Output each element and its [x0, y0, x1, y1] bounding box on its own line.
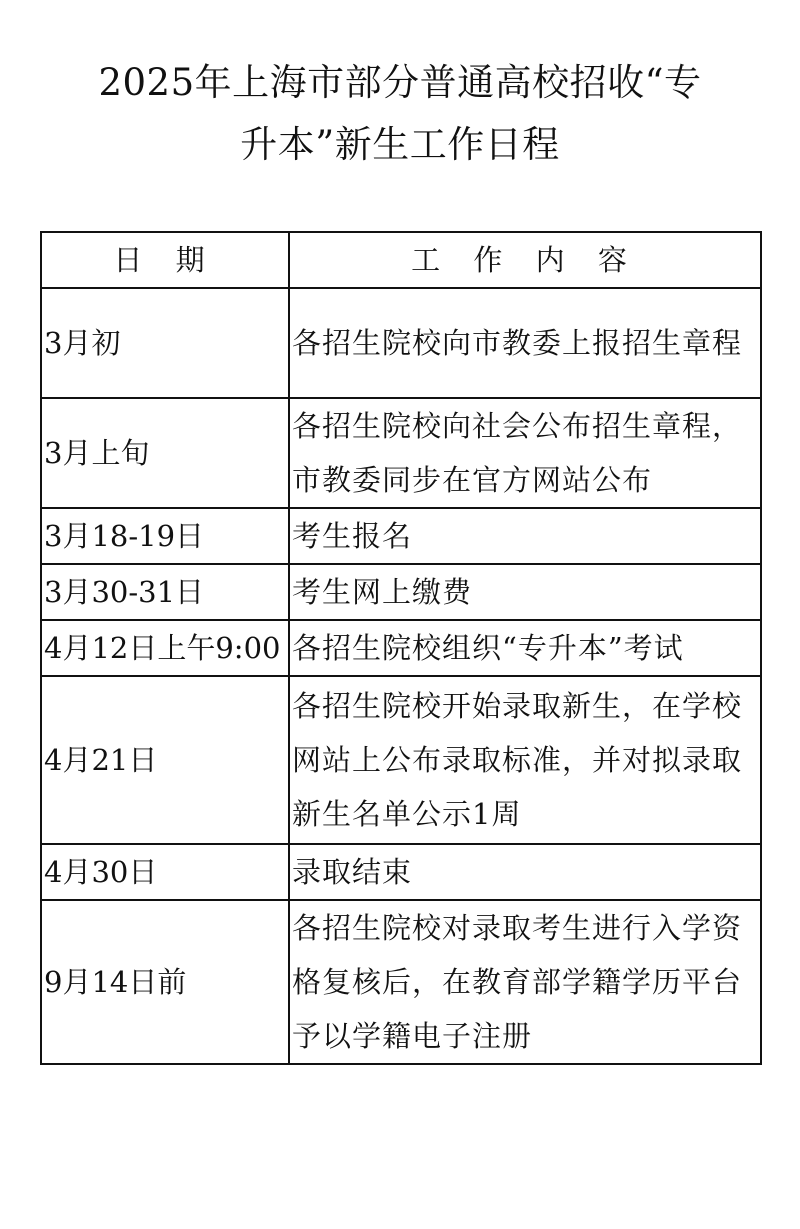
row-content: 考生网上缴费: [289, 564, 761, 620]
row-date: 3月初: [41, 288, 289, 398]
title-line-1: 2025年上海市部分普通高校招收“专: [98, 61, 702, 104]
header-date: 日 期: [41, 232, 289, 288]
row-content: 各招生院校组织“专升本”考试: [289, 620, 761, 676]
row-content: 录取结束: [289, 844, 761, 900]
row-date: 3月30-31日: [41, 564, 289, 620]
table-row: [41, 398, 761, 508]
row-date: 4月30日: [41, 844, 289, 900]
table-row: [41, 844, 761, 900]
table-row: [41, 564, 761, 620]
document-title: [0, 52, 800, 176]
table-header-row: [41, 232, 761, 288]
title-line-2: 升本”新生工作日程: [240, 123, 560, 166]
row-content: 各招生院校开始录取新生，在学校网站上公布录取标准，并对拟录取新生名单公示1周: [289, 676, 761, 844]
schedule-table: [40, 231, 762, 1065]
row-date: 3月上旬: [41, 398, 289, 508]
row-content: 考生报名: [289, 508, 761, 564]
header-content: 工 作 内 容: [289, 232, 761, 288]
row-date: 3月18-19日: [41, 508, 289, 564]
row-date: 9月14日前: [41, 900, 289, 1064]
table-row: [41, 508, 761, 564]
row-date: 4月21日: [41, 676, 289, 844]
row-content: 各招生院校向市教委上报招生章程: [289, 288, 761, 398]
row-date: 4月12日上午9:00: [41, 620, 289, 676]
table-row: [41, 620, 761, 676]
table-row: [41, 288, 761, 398]
table-row: [41, 900, 761, 1064]
row-content: 各招生院校向社会公布招生章程，市教委同步在官方网站公布: [289, 398, 761, 508]
table-row: [41, 676, 761, 844]
row-content: 各招生院校对录取考生进行入学资格复核后，在教育部学籍学历平台予以学籍电子注册: [289, 900, 761, 1064]
